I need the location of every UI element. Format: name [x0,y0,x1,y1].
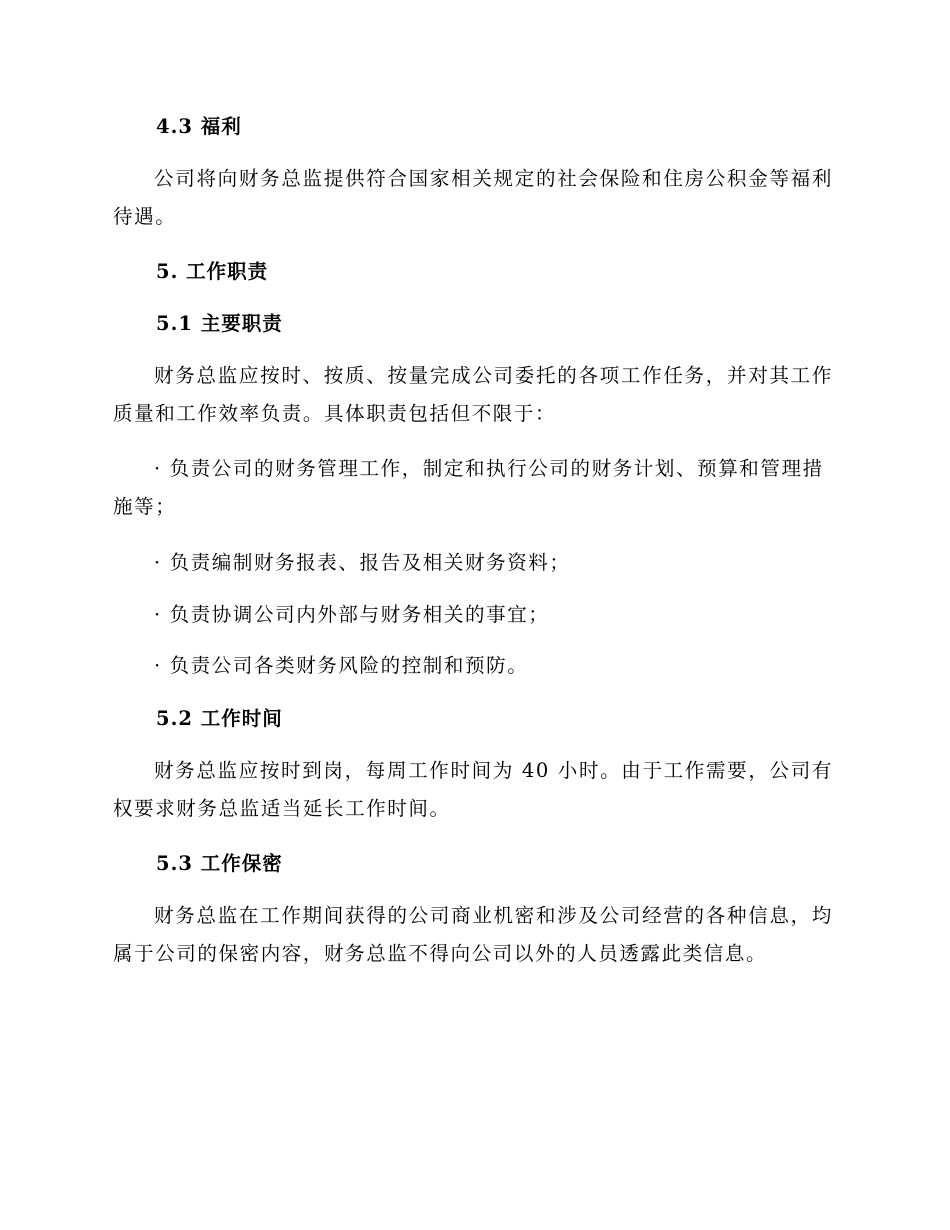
section-heading-5-2: 5.2 工作时间 [156,707,283,730]
list-item-duty-3: · 负责协调公司内外部与财务相关的事宜； [154,603,550,626]
paragraph-main-duties: 财务总监应按时、按质、按量完成公司委托的各项工作任务，并对其工作质量和工作效率负责。具体职责包括但不限于： [113,364,833,425]
list-item-duty-2: · 负责编制财务报表、报告及相关财务资料； [154,551,571,574]
list-item-duty-1: · 负责公司的财务管理工作，制定和执行公司的财务计划、预算和管理措施等； [113,457,824,518]
paragraph-working-hours: 财务总监应按时到岗，每周工作时间为 40 小时。由于工作需要，公司有权要求财务总监适当延长工作时间。 [113,759,833,820]
paragraph-confidentiality: 财务总监在工作期间获得的公司商业机密和涉及公司经营的各种信息，均属于公司的保密内容，财务总监不得向公司以外的人员透露此类信息。 [113,904,833,965]
section-heading-4-3: 4.3 福利 [156,115,242,138]
section-heading-5-3: 5.3 工作保密 [156,852,283,875]
section-heading-5-1: 5.1 主要职责 [156,312,283,335]
paragraph-benefits: 公司将向财务总监提供符合国家相关规定的社会保险和住房公积金等福利待遇。 [113,167,833,228]
list-item-duty-4: · 负责公司各类财务风险的控制和预防。 [154,654,529,677]
section-heading-5: 5. 工作职责 [156,260,269,283]
